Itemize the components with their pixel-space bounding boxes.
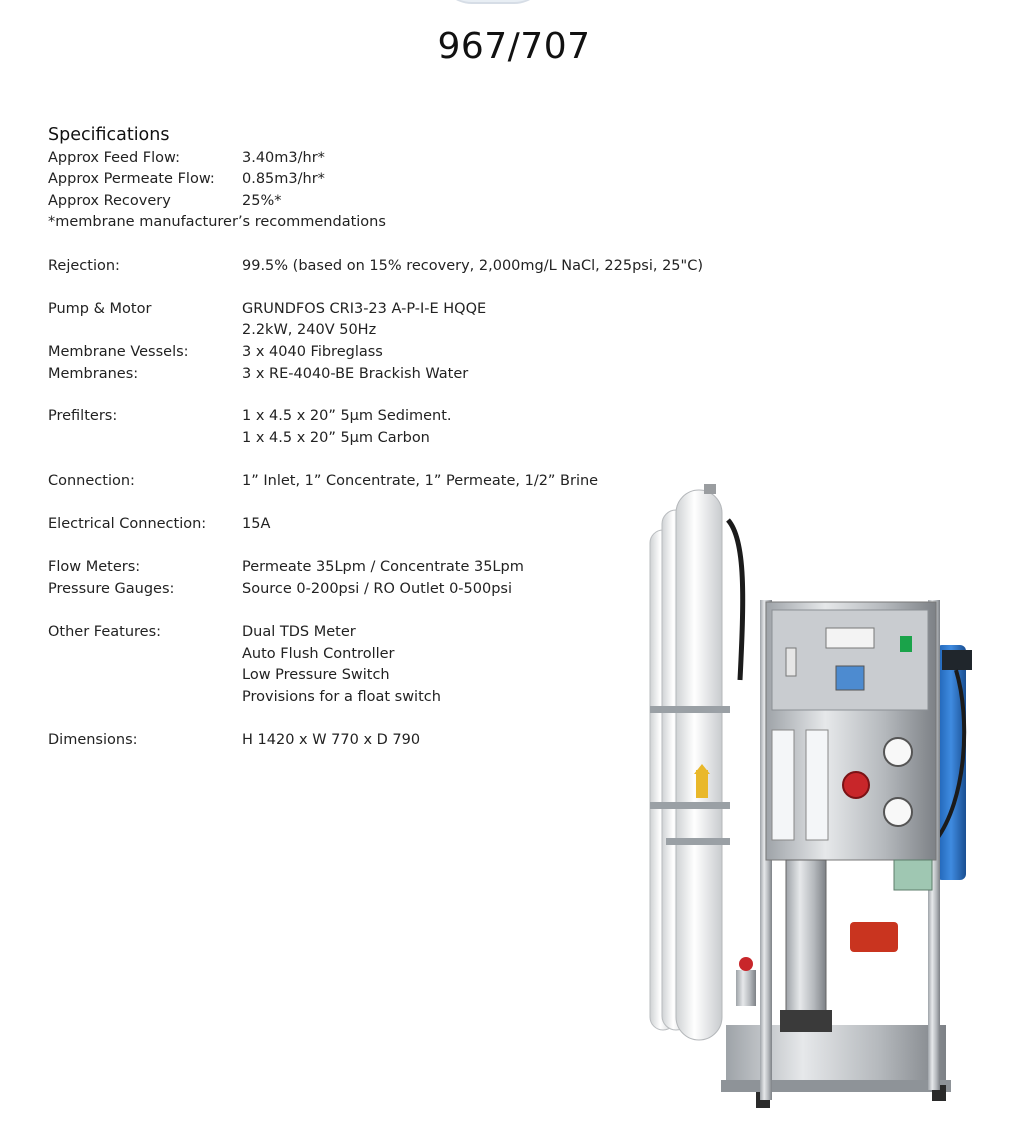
frame-base-plate (721, 1080, 951, 1092)
spec-label: Approx Feed Flow: (48, 150, 180, 166)
spec-label: Approx Recovery (48, 193, 171, 209)
spec-value: 99.5% (based on 15% recovery, 2,000mg/L NaCl, 225psi, 25"C) (242, 258, 703, 274)
spec-value: 3 x RE-4040-BE Brackish Water (242, 366, 469, 382)
drain-valve (739, 957, 753, 971)
flow-arrow-label (696, 770, 708, 798)
spec-value: Auto Flush Controller (242, 646, 395, 662)
spec-value: 3.40m3/hr* (242, 150, 325, 166)
ro-unit-illustration (636, 480, 976, 1120)
vessel-strap (650, 802, 730, 809)
spec-value: Permeate 35Lpm / Concentrate 35Lpm (242, 559, 524, 575)
spec-label: Pressure Gauges: (48, 581, 175, 597)
power-switch (900, 636, 912, 652)
spec-value: 25%* (242, 193, 282, 209)
flow-meter-permeate (772, 730, 794, 840)
spec-value: Low Pressure Switch (242, 667, 390, 683)
spec-label: Dimensions: (48, 732, 138, 748)
frame-base (726, 1025, 946, 1085)
spec-value: Provisions for a float switch (242, 689, 441, 705)
spec-label: Membrane Vessels: (48, 344, 189, 360)
spec-label: Approx Permeate Flow: (48, 171, 215, 187)
spec-label: Connection: (48, 473, 135, 489)
spec-label: Prefilters: (48, 408, 118, 424)
spec-label: Flow Meters: (48, 559, 141, 575)
pressure-gauge-outlet (884, 798, 912, 826)
spec-value: GRUNDFOS CRI3-23 A-P-I-E HQQE (242, 301, 487, 317)
pressure-gauge-source (884, 738, 912, 766)
indicator (786, 648, 796, 676)
spec-value: 1” Inlet, 1” Concentrate, 1” Permeate, 1/2” Brine (242, 473, 599, 489)
spec-value: 1 x 4.5 x 20” 5µm Carbon (242, 430, 430, 446)
vessel-strap (666, 838, 730, 845)
membrane-vessel (676, 490, 722, 1040)
pressure-switch (894, 860, 932, 890)
spec-value: Source 0-200psi / RO Outlet 0-500psi (242, 581, 512, 597)
vessel-strap (650, 706, 730, 713)
pump-base (780, 1010, 832, 1032)
pump-motor (786, 860, 826, 1020)
spec-value: 1 x 4.5 x 20” 5µm Sediment. (242, 408, 452, 424)
specs-heading: Specifications (48, 125, 170, 145)
spec-footnote: *membrane manufacturer’s recommendations (48, 214, 386, 230)
controller-display (836, 666, 864, 690)
page-title: 967/707 (437, 26, 591, 67)
solenoid-valve (850, 922, 898, 952)
spec-value: 15A (242, 516, 271, 532)
vessel-fitting (704, 484, 716, 494)
top-decoration (438, 0, 548, 4)
pressure-valve (843, 772, 869, 798)
prefilter-head (942, 650, 972, 670)
spec-label: Rejection: (48, 258, 120, 274)
spec-label: Electrical Connection: (48, 516, 207, 532)
spec-value: Dual TDS Meter (242, 624, 356, 640)
valve-fitting (736, 970, 756, 1006)
spec-value: 2.2kW, 240V 50Hz (242, 322, 377, 338)
spec-label: Membranes: (48, 366, 139, 382)
hose (728, 520, 743, 680)
spec-value: H 1420 x W 770 x D 790 (242, 732, 421, 748)
flow-meter-concentrate (806, 730, 828, 840)
spec-value: 3 x 4040 Fibreglass (242, 344, 383, 360)
tds-meter (826, 628, 874, 648)
spec-value: 0.85m3/hr* (242, 171, 325, 187)
spec-label: Other Features: (48, 624, 162, 640)
spec-label: Pump & Motor (48, 301, 152, 317)
